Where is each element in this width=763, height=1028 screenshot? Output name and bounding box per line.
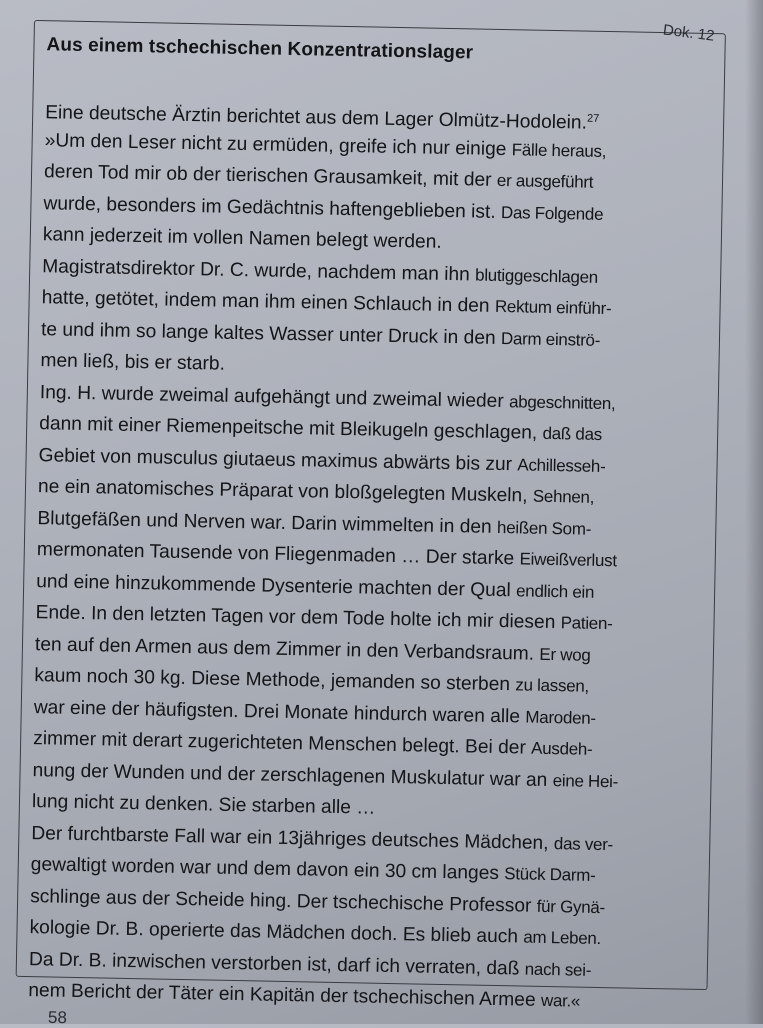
text-line-end: endlich ein [515,580,595,602]
text-line-end: eine Hei- [552,770,619,791]
page-number: 58 [47,1007,68,1028]
text-line-end: abgeschnitten, [508,391,616,413]
text-line-end: zu lassen, [515,675,590,696]
text-line-end: am Leben. [523,927,602,949]
document-frame [16,20,726,1011]
text-line-end: heißen Som- [496,517,592,539]
text-line-main: war eine der häufigsten. Drei Monate hindurch waren alle [33,696,521,727]
text-line-end: Stück Darm- [504,864,596,885]
text-line-end: Eiweißverlust [519,549,617,571]
text-line-main: schlinge aus der Scheide hing. Der tschechische Professor [29,885,532,917]
text-line-main: Ende. In den letzten Tagen vor dem Tode holte ich mir diesen [35,602,556,634]
text-line-end: Patien- [560,613,613,634]
text-line-main: Ing. H. wurde zweimal aufgehängt und zweimal wieder [39,381,504,412]
text-line-main: nung der Wunden und der zerschlagenen Muskulatur war an [32,759,548,791]
text-line-main: ne ein anatomisches Präparat von bloßgelegten Muskeln, [37,476,528,507]
text-line-main: »Um den Leser nicht zu ermüden, greife ich nur einige [44,129,507,160]
text-line-main: mermonaten Tausende von Fliegenmaden … Der starke [36,539,515,570]
text-line-end: blutiggeschlagen [474,265,599,287]
text-line-main: nem Bericht der Täter ein Kapitän der tschechischen Armee [28,980,536,1011]
text-line-end: Darm einströ- [500,328,601,350]
text-line-main: Da Dr. B. inzwischen verstorben ist, darf ich verraten, daß [28,948,520,979]
text-line-end: er ausgeführt [496,170,594,192]
text-line-end: Das Folgende [500,202,604,224]
text-line-end: für Gynä- [536,896,606,917]
footnote-reference: 27 [586,112,600,125]
text-line-main: hatte, getötet, indem man ihm einen Schlauch in den [41,287,490,317]
text-line-main: lung nicht zu denken. Sie starben alle … [31,791,376,819]
text-line-main: kologie Dr. B. operierte das Mädchen doch. Es blieb auch [29,917,519,948]
document-number: Dok. 12 [662,21,716,45]
document-title: Aus einem tschechischen Konzentrationslager [46,34,474,64]
text-line-main: men ließ, bis er starb. [40,350,226,375]
text-line-end: Maroden- [525,707,596,728]
text-line-main: Eine deutsche Ärztin berichtet aus dem Lager Olmütz-Hodolein. [45,102,588,134]
text-line-end: Ausdeh- [530,738,593,759]
text-line-main: te und ihm so lange kaltes Wasser unter Druck in den [40,318,496,349]
text-line-end: nach sei- [524,959,592,980]
body-text [28,93,710,1019]
text-line-main: ten auf den Armen aus dem Zimmer in den Verbandsraum. [34,633,535,665]
text-line-end: Fälle heraus, [511,139,607,161]
text-line-end: Rektum einführ- [494,296,612,319]
text-line-end: Sehnen, [532,486,595,507]
text-line-end: Er wog [539,644,591,665]
text-line-main: gewaltigt worden war und dem davon ein 30 cm langes [30,854,500,885]
text-line-main: wurde, besonders im Gedächtnis haftengeblieben ist. [43,192,496,223]
text-line-main: Magistratsdirektor Dr. C. wurde, nachdem man ihn [42,255,471,285]
text-line-main: deren Tod mir ob der tierischen Grausamkeit, mit der [43,161,492,191]
text-line-main: und eine hinzukommende Dysenterie machten der Qual [36,570,511,601]
text-line-end: das ver- [553,833,614,854]
text-line-main: Gebiet von musculus giutaeus maximus abwärts bis zur [38,444,513,475]
text-line-main: zimmer mit derart zugerichteten Menschen belegt. Bei der [33,728,527,759]
text-line-end: Achillesseh- [517,454,606,476]
text-line-main: dann mit einer Riemenpeitsche mit Bleikugeln geschlagen, [39,413,538,444]
text-line-end: war.« [540,990,581,1011]
text-line-main: kaum noch 30 kg. Diese Methode, jemanden so sterben [34,665,511,696]
text-line-main: Blutgefäßen und Nerven war. Darin wimmelten in den [37,507,492,538]
text-line-main: Der furchtbarste Fall war ein 13jähriges deutsches Mädchen, [31,822,549,854]
page-edge-shadow [745,0,763,1024]
text-line-end: daß das [542,423,603,444]
text-line-main: kann jederzeit im vollen Namen belegt werden. [42,224,442,253]
